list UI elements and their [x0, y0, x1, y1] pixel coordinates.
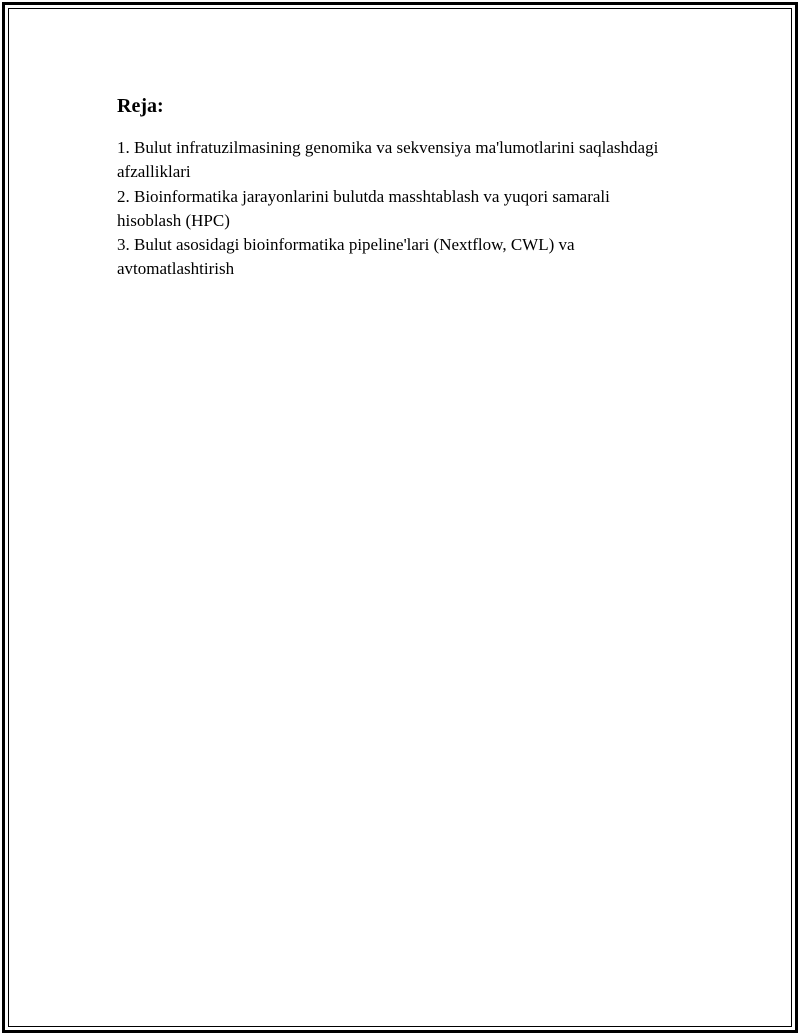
- plan-item-1: 1. Bulut infratuzilmasining genomika va sekvensiya ma'lumotlarini saqlashdagi afzalliklari: [117, 138, 659, 182]
- plan-list: [117, 136, 677, 282]
- plan-item-3: 3. Bulut asosidagi bioinformatika pipeline'lari (Nextflow, CWL) va avtomatlashtirish: [117, 235, 575, 279]
- plan-item-2: 2. Bioinformatika jarayonlarini bulutda masshtablash va yuqori samarali hisoblash (HPC): [117, 186, 610, 230]
- plan-heading: Reja:: [117, 95, 164, 117]
- page-content: [117, 94, 677, 282]
